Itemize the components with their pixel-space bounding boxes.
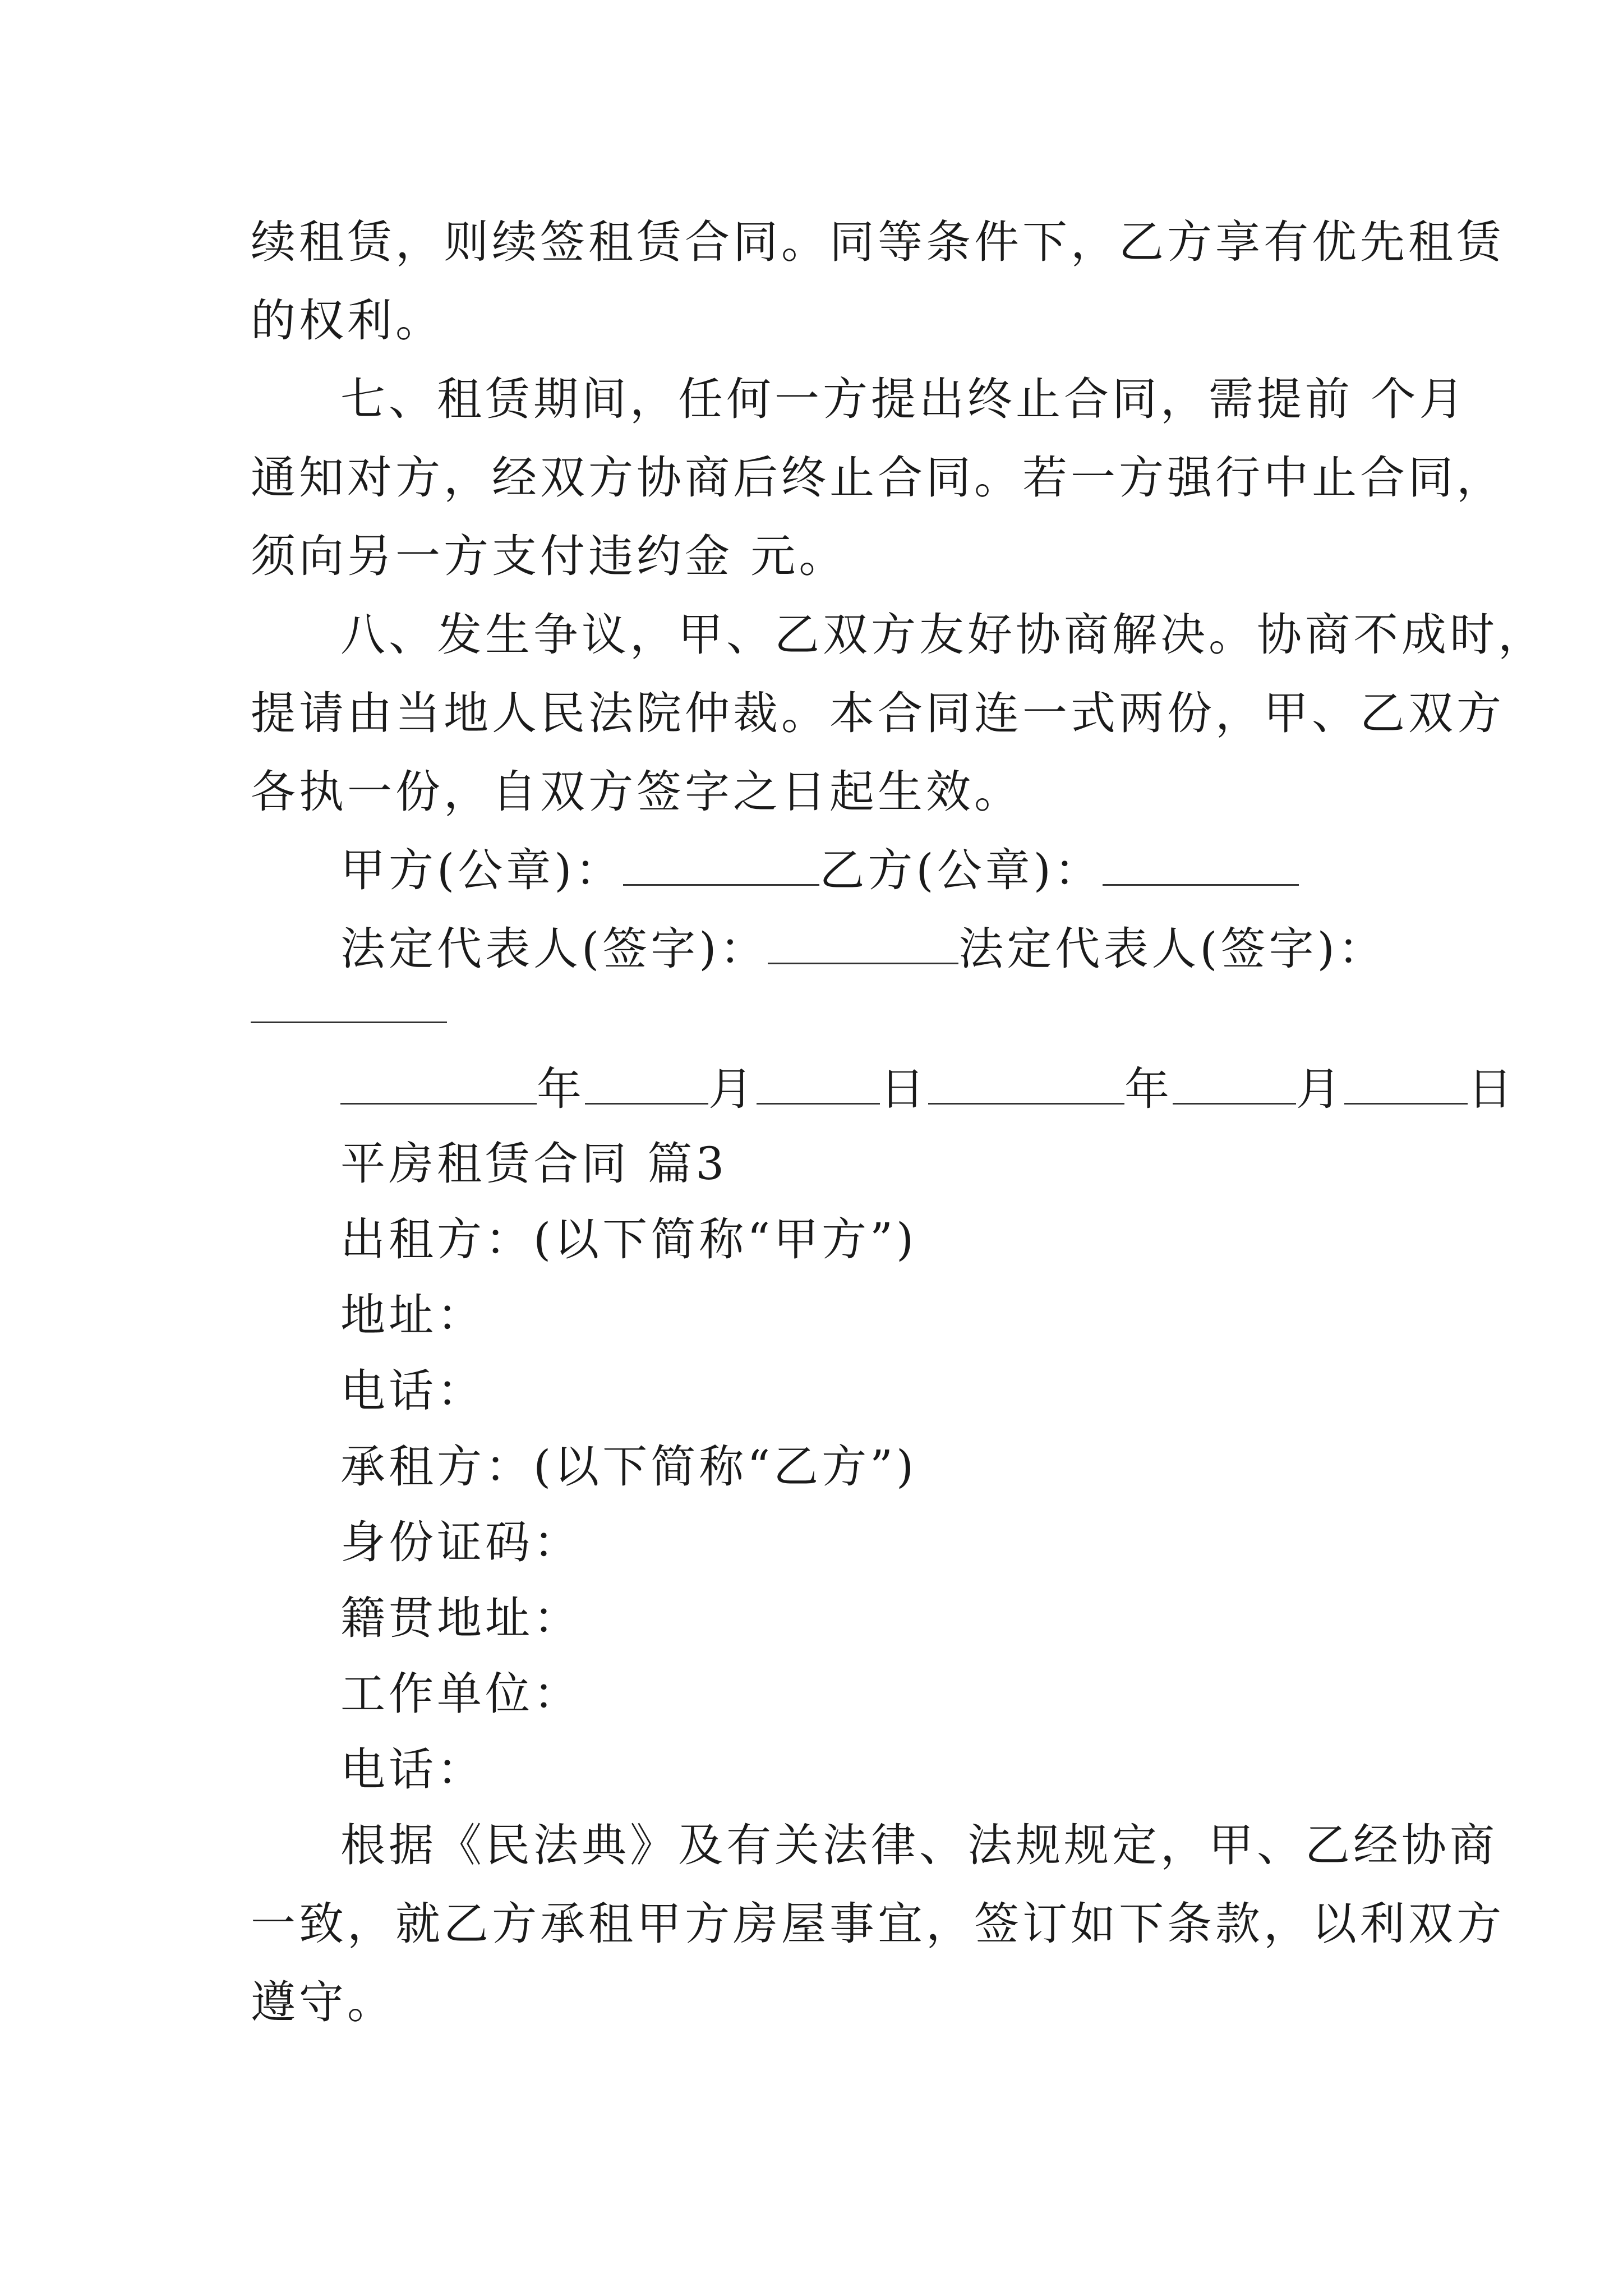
day-blank <box>757 1070 880 1105</box>
year-blank <box>340 1070 537 1105</box>
party-b-seal-blank <box>1103 852 1299 886</box>
date-line <box>340 1061 1516 1117</box>
text-line: 的权利。 <box>251 295 444 347</box>
year-label: 年 <box>537 1063 585 1115</box>
text-line: 遵守。 <box>251 1976 395 2028</box>
day-label: 日 <box>1468 1063 1516 1115</box>
party-b-seal-label: 乙方(公章)： <box>819 844 1103 896</box>
section-title: 平房租赁合同 篇3 <box>340 1138 728 1190</box>
phone-line: 电话： <box>340 1743 485 1796</box>
text-line: 各执一份，自双方签字之日起生效。 <box>251 766 1022 818</box>
year-blank <box>928 1070 1124 1105</box>
text-line: 须向另一方支付违约金 元。 <box>251 530 847 582</box>
address-line: 地址： <box>340 1289 485 1341</box>
text-line: 一致，就乙方承租甲方房屋事宜，签订如下条款，以利双方 <box>251 1898 1505 1950</box>
party-b-rep-blank <box>251 1021 447 1023</box>
month-label: 月 <box>1296 1063 1344 1115</box>
lessee-line: 承租方：(以下简称“乙方”) <box>340 1441 917 1493</box>
text-line: 根据《民法典》及有关法律、法规规定，甲、乙经协商 <box>340 1819 1498 1871</box>
clause-7-line: 七、租赁期间，任何一方提出终止合同，需提前 个月 <box>340 373 1468 425</box>
party-seal-line <box>340 843 1479 899</box>
text-line: 提请由当地人民法院仲裁。本合同连一式两份，甲、乙双方 <box>251 687 1505 739</box>
native-address-line: 籍贯地址： <box>340 1592 582 1644</box>
day-label: 日 <box>880 1063 928 1115</box>
party-a-rep-blank <box>768 930 958 964</box>
month-label: 月 <box>708 1063 757 1115</box>
year-label: 年 <box>1124 1063 1173 1115</box>
month-blank <box>1173 1070 1296 1105</box>
text-line: 续租赁，则续签租赁合同。同等条件下，乙方享有优先租赁 <box>251 216 1505 268</box>
clause-8-line: 八、发生争议，甲、乙双方友好协商解决。协商不成时， <box>340 609 1546 661</box>
party-a-seal-label: 甲方(公章)： <box>340 844 624 896</box>
id-number-line: 身份证码： <box>340 1516 582 1568</box>
lessor-line: 出租方：(以下简称“甲方”) <box>340 1213 917 1266</box>
party-b-rep-label: 法定代表人(签字)： <box>958 923 1386 975</box>
text-line: 通知对方，经双方协商后终止合同。若一方强行中止合同， <box>251 452 1505 504</box>
phone-line: 电话： <box>340 1365 485 1417</box>
party-a-seal-blank <box>623 852 819 886</box>
work-unit-line: 工作单位： <box>340 1668 582 1720</box>
legal-rep-line <box>340 921 1479 977</box>
month-blank <box>585 1070 708 1105</box>
party-a-rep-label: 法定代表人(签字)： <box>340 923 768 975</box>
day-blank <box>1344 1070 1468 1105</box>
